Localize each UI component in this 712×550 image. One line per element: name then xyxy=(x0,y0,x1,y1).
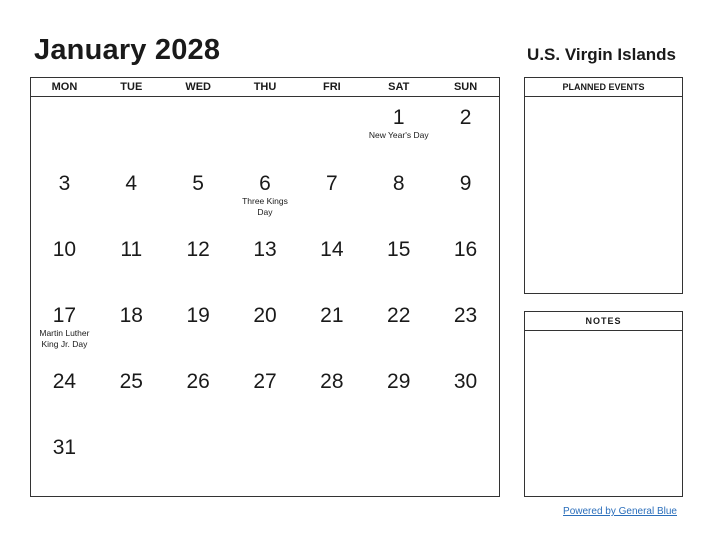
calendar-grid xyxy=(30,77,500,497)
empty-day-cell xyxy=(98,97,165,163)
weekday-sat: SAT xyxy=(388,81,410,93)
day-cell[interactable] xyxy=(365,361,432,427)
day-cell[interactable] xyxy=(31,163,98,229)
day-cell[interactable] xyxy=(365,295,432,361)
day-cell[interactable] xyxy=(432,163,499,229)
day-number: 2 xyxy=(459,106,472,129)
day-number: 25 xyxy=(119,370,143,393)
weekday-tue: TUE xyxy=(120,81,143,93)
calendar-days xyxy=(31,97,499,493)
weekday-wed: WED xyxy=(185,81,211,93)
day-number: 26 xyxy=(186,370,210,393)
day-cell[interactable] xyxy=(232,361,299,427)
planned-events-title: PLANNED EVENTS xyxy=(525,78,682,97)
weekday-thu: THU xyxy=(253,81,277,93)
day-cell[interactable] xyxy=(232,295,299,361)
day-cell[interactable] xyxy=(432,361,499,427)
day-cell[interactable] xyxy=(432,229,499,295)
day-number: 17 xyxy=(52,304,77,327)
day-cell[interactable] xyxy=(165,229,232,295)
notes-title: NOTES xyxy=(525,312,682,331)
day-number: 9 xyxy=(459,172,472,195)
day-cell[interactable] xyxy=(298,163,365,229)
day-number: 20 xyxy=(253,304,277,327)
day-cell[interactable] xyxy=(31,295,98,361)
day-number: 21 xyxy=(320,304,344,327)
day-cell[interactable] xyxy=(298,295,365,361)
day-cell[interactable] xyxy=(232,163,299,229)
day-number: 28 xyxy=(320,370,344,393)
day-number: 11 xyxy=(120,238,143,261)
day-number: 16 xyxy=(453,238,478,261)
day-cell[interactable] xyxy=(31,229,98,295)
day-number: 30 xyxy=(453,370,478,393)
day-cell[interactable] xyxy=(31,361,98,427)
weekday-fri: FRI xyxy=(323,81,341,93)
day-cell[interactable] xyxy=(165,295,232,361)
day-cell[interactable] xyxy=(365,229,432,295)
month-title: January 2028 xyxy=(34,34,221,66)
day-number: 10 xyxy=(52,238,77,261)
day-number: 15 xyxy=(387,238,411,261)
day-number: 14 xyxy=(320,238,344,261)
empty-day-cell xyxy=(165,97,232,163)
weekday-header xyxy=(31,78,499,97)
day-number: 12 xyxy=(186,238,210,261)
day-number: 5 xyxy=(192,172,204,195)
weekday-mon: MON xyxy=(51,81,78,93)
holiday-label: New Year's Day xyxy=(368,130,429,140)
planned-events-panel xyxy=(524,77,683,294)
day-cell[interactable] xyxy=(432,97,499,163)
day-cell[interactable] xyxy=(365,97,432,163)
day-cell[interactable] xyxy=(98,295,165,361)
day-number: 23 xyxy=(453,304,478,327)
day-number: 3 xyxy=(58,172,71,195)
empty-day-cell xyxy=(298,97,365,163)
day-cell[interactable] xyxy=(98,229,165,295)
day-number: 8 xyxy=(392,172,405,195)
day-number: 22 xyxy=(387,304,411,327)
region-name: U.S. Virgin Islands xyxy=(527,45,676,64)
day-number: 13 xyxy=(253,238,277,261)
day-number: 18 xyxy=(119,304,143,327)
day-cell[interactable] xyxy=(232,229,299,295)
day-number: 24 xyxy=(52,370,77,393)
day-number: 29 xyxy=(387,370,411,393)
day-number: 27 xyxy=(253,370,277,393)
day-number: 1 xyxy=(392,106,405,129)
day-cell[interactable] xyxy=(298,361,365,427)
empty-day-cell xyxy=(232,97,299,163)
empty-day-cell xyxy=(31,97,98,163)
day-number: 19 xyxy=(186,304,210,327)
day-cell[interactable] xyxy=(31,427,98,493)
day-cell[interactable] xyxy=(298,229,365,295)
day-number: 6 xyxy=(259,172,271,195)
day-cell[interactable] xyxy=(432,295,499,361)
day-cell[interactable] xyxy=(165,361,232,427)
day-cell[interactable] xyxy=(98,163,165,229)
holiday-label: Three Kings Day xyxy=(242,196,288,217)
day-cell[interactable] xyxy=(165,163,232,229)
powered-by-link[interactable]: Powered by General Blue xyxy=(563,506,677,517)
weekday-sun: SUN xyxy=(453,81,478,93)
notes-panel xyxy=(524,311,683,497)
day-cell[interactable] xyxy=(98,361,165,427)
day-number: 4 xyxy=(125,172,138,195)
day-number: 31 xyxy=(52,436,77,459)
holiday-label: Martin Luther King Jr. Day xyxy=(39,328,90,349)
day-number: 7 xyxy=(326,172,338,195)
day-cell[interactable] xyxy=(365,163,432,229)
